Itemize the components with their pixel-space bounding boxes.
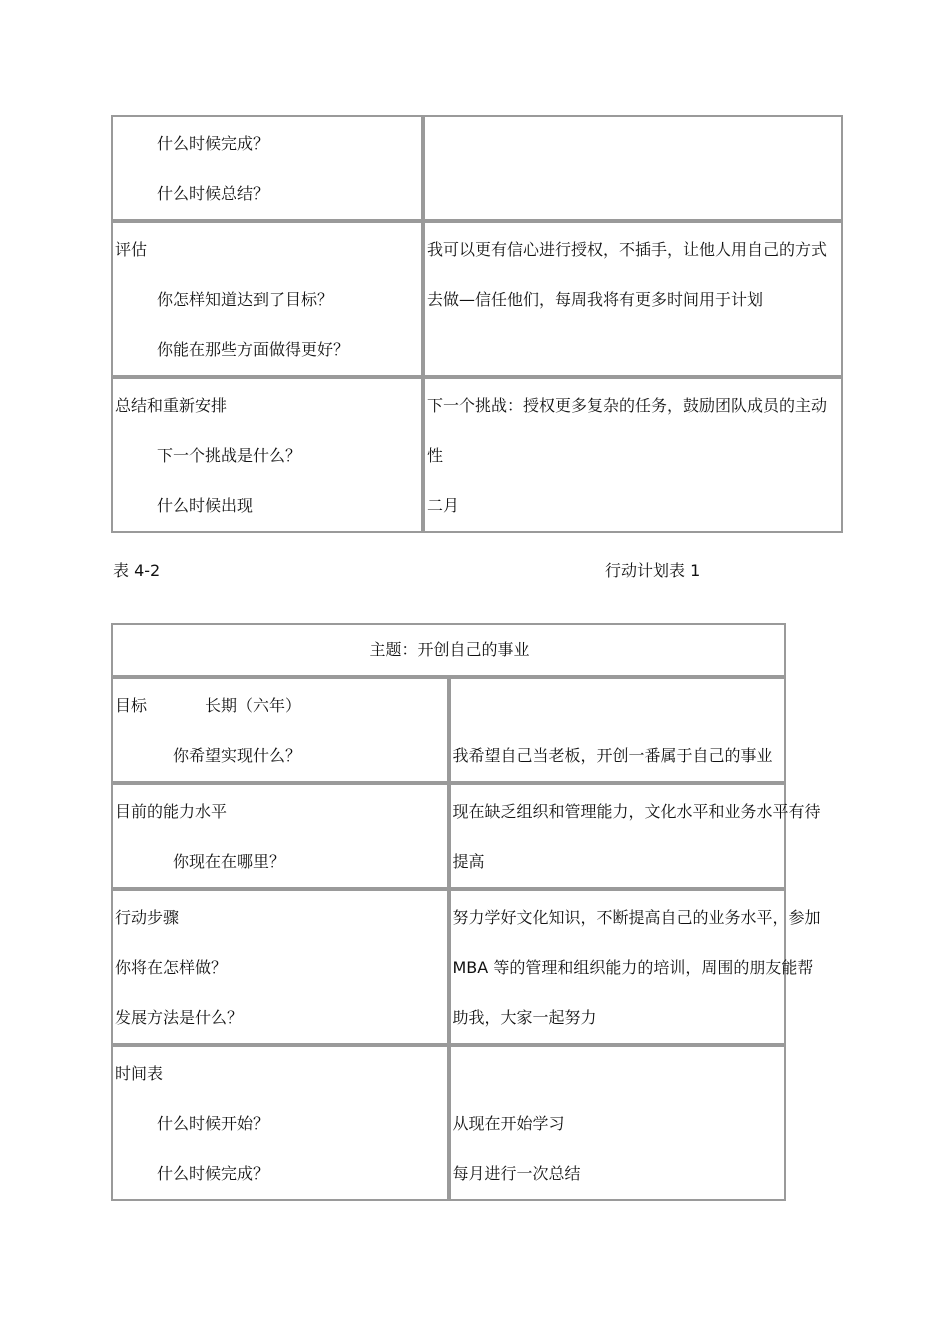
table-row [111, 377, 843, 533]
table-cell [449, 783, 821, 889]
question-text: 发展方法是什么？ [115, 1008, 244, 1027]
goal-term: 长期（六年） [205, 696, 302, 715]
answer-text: 从现在开始学习 [452, 1114, 565, 1133]
question-text: 你现在在哪里？ [173, 852, 286, 871]
answer-text: 我希望自己当老板，开创一番属于自己的事业 [452, 746, 773, 765]
table-cell [423, 377, 843, 533]
action-plan-table [111, 623, 821, 1201]
evaluation-table [111, 115, 843, 533]
row-title: 目前的能力水平 [115, 802, 228, 821]
table-row [111, 677, 786, 783]
row-title [115, 681, 447, 731]
question-text: 你能在那些方面做得更好？ [157, 340, 350, 359]
answer-text: 我可以更有信心进行授权，不插手，让他人用自己的方式 [427, 240, 828, 259]
goal-label: 目标 [115, 696, 148, 715]
answer-text: 助我，大家一起努力 [452, 1008, 597, 1027]
table-title: 行动计划表 1 [605, 561, 701, 580]
table-cell [111, 377, 423, 533]
question-text: 什么时候完成？ [157, 134, 270, 153]
table-cell [449, 677, 787, 783]
question-text: 你怎样知道达到了目标？ [157, 290, 334, 309]
answer-text: 现在缺乏组织和管理能力，文化水平和业务水平有待 [452, 802, 821, 821]
answer-text: 性 [427, 446, 444, 465]
table-row [111, 1045, 786, 1201]
row-title: 时间表 [115, 1064, 164, 1083]
table-cell [111, 889, 449, 1045]
table-cell [111, 115, 423, 221]
question-text: 下一个挑战是什么？ [157, 446, 302, 465]
table-row [111, 221, 843, 377]
table-cell [423, 115, 843, 221]
answer-text: 每月进行一次总结 [452, 1164, 581, 1183]
answer-text: 努力学好文化知识，不断提高自己的业务水平，参加 [452, 908, 821, 927]
table-cell [111, 783, 449, 889]
question-text: 什么时候完成？ [157, 1164, 270, 1183]
answer-text: 二月 [427, 496, 460, 515]
row-title: 总结和重新安排 [115, 396, 228, 415]
answer-text: MBA 等的管理和组织能力的培训，周围的朋友能帮 [452, 958, 814, 977]
question-text: 什么时候开始？ [157, 1114, 270, 1133]
row-title: 评估 [115, 240, 148, 259]
answer-text: 下一个挑战：授权更多复杂的任务，鼓励团队成员的主动 [427, 396, 828, 415]
table-row [111, 115, 843, 221]
answer-text: 去做—信任他们，每周我将有更多时间用于计划 [427, 290, 764, 309]
table-cell [449, 889, 821, 1045]
question-text: 什么时候总结？ [157, 184, 270, 203]
table-cell [111, 221, 423, 377]
table-cell [423, 221, 843, 377]
table-cell [111, 677, 449, 783]
table-cell [449, 1045, 787, 1201]
table-row [111, 889, 786, 1045]
table-cell [111, 1045, 449, 1201]
table-header-row [111, 623, 786, 677]
question-text: 你希望实现什么？ [173, 746, 302, 765]
table-header: 主题：开创自己的事业 [111, 623, 786, 677]
row-title: 行动步骤 [115, 908, 180, 927]
answer-text: 提高 [452, 852, 485, 871]
table-number: 表 4-2 [113, 561, 161, 580]
question-text: 你将在怎样做？ [115, 958, 228, 977]
question-text: 什么时候出现 [157, 496, 254, 515]
table-row [111, 783, 786, 889]
